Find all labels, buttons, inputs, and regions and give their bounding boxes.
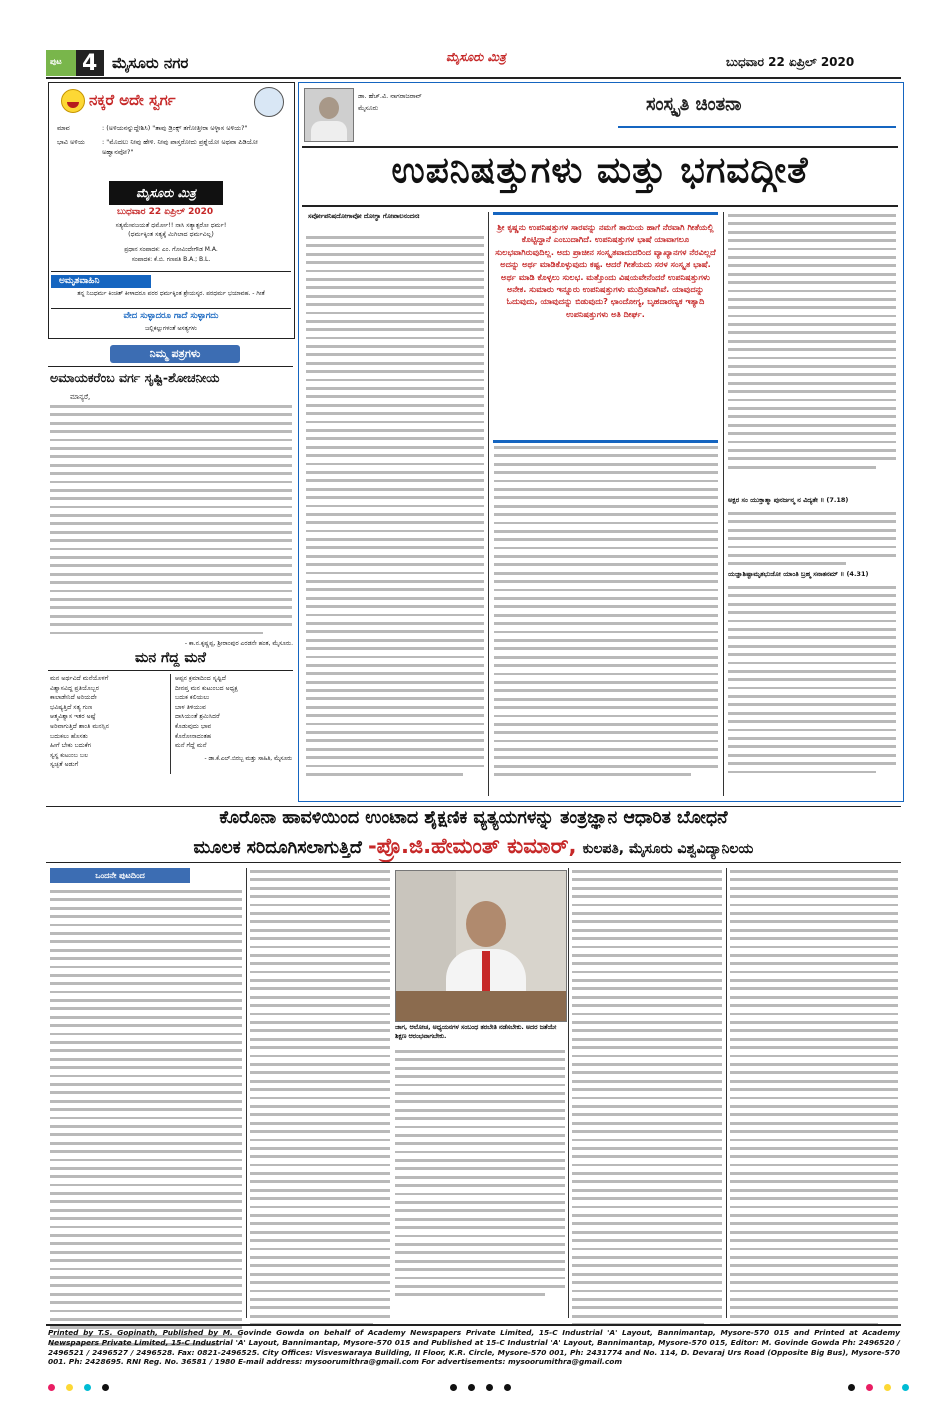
cyan-dot-icon — [902, 1384, 909, 1391]
poem-line: ಮನೆ ಗೆದ್ದೆ ಮನೆ — [175, 742, 207, 750]
poem-title: ಮನ ಗೆದ್ದ ಮನೆ — [135, 650, 206, 666]
masthead: ಮೈಸೂರು ಮಿತ್ರ — [446, 50, 506, 64]
headline-line2-text: ಮೂಲಕ ಸರಿದೂಗಿಸಲಾಗುತ್ತಿದೆ — [193, 838, 362, 858]
dialogue-line: : "ಮೊದಲು ನೀವು ಹೇಳಿ. ನೀವು ಪಾಸ್ತರೋದು ಪ್ರಶ್ನೆಯೋ ಅಥವಾ ಪಿಡಿಯೋ ಅಹ್ವಾನವೋ?" — [102, 138, 258, 156]
poem-line: ಸ್ವಸ್ಥ ಕುಟುಂಬ ಬಲ — [50, 751, 89, 759]
poem-line: ದಾಸಿಯಂತೆ ಶ್ರಮಿಸಿದರೆ — [175, 713, 220, 721]
poem-line: ಆಪ್ಪನ ಕ್ರಮಾದಿಂದ ಸೃಷ್ಟಿದೆ — [175, 675, 227, 682]
cartoon-icon — [254, 87, 284, 117]
interview-headline-line1: ಕೊರೊನಾ ಹಾವಳಿಯಿಂದ ಉಂಟಾದ ಶೈಕ್ಷಣಿಕ ವ್ಯತ್ಯಯಗಳನ್ನು ತಂತ್ರಜ್ಞಾನ ಆಧಾರಿತ ಬೋಧನೆ — [219, 808, 728, 828]
motto — [53, 221, 289, 239]
footer-rule — [46, 1324, 901, 1326]
quote-top: ಸರ್ವೋಪನಿಷದೋಗಾವೋ ದೋಗ್ಧಾ ಗೋಪಾಲನಂದನಃ — [308, 212, 420, 220]
poem-line: ಬದುಕ ಕಲಿಯಲು — [175, 694, 210, 702]
interview-photo-text — [395, 1050, 565, 1302]
humor-dialogue — [57, 123, 287, 157]
poem-line: ಆತ್ಮವಿಶ್ವಾಸ ಇತರ ಅಷ್ಟೆ — [50, 713, 96, 721]
poem-divider — [170, 674, 171, 774]
interview-col5-body — [730, 870, 898, 1331]
header-date: ಬುಧವಾರ 22 ಏಪ್ರಿಲ್ 2020 — [726, 55, 855, 69]
interview-col2-body — [250, 870, 390, 1331]
poem-line: ಅರಿವಾಗುತ್ತಿದೆ ಶಾಂತಿ ಮನಸ್ಸಿನ — [50, 722, 110, 730]
registration-dots-left — [48, 1376, 115, 1395]
letters-banner — [110, 345, 240, 363]
page-number: 4 — [82, 51, 98, 76]
feature-col3-body — [728, 214, 896, 474]
masthead-badge — [109, 181, 223, 205]
veda-text: ಜಲ್ಲಿಕಲ್ಲುಗಳಂತೆ ಅಸತ್ಯಗಳು — [145, 325, 197, 332]
laugh-emoji-icon — [61, 89, 85, 113]
headline-bottom-rule — [302, 205, 898, 207]
dialogue-speaker: ಮಾವ — [57, 124, 70, 132]
registration-dots-right — [848, 1376, 915, 1395]
interview-top-rule — [46, 806, 901, 807]
poem-line: ಬಾಳ ತಿಳಿಯುವ — [175, 703, 206, 711]
poem-right — [175, 674, 293, 751]
letter-salutation: ಮಾನ್ಯರೆ, — [70, 393, 91, 401]
poem-line: ಮನ ಅರ್ಥವಿದೆ ಮನೆಯೊಳಗೆ — [50, 675, 109, 682]
amruta-box — [51, 271, 291, 308]
poem-line: ಕೊಡುವುದು ಭಾವ — [175, 722, 212, 730]
continued-label-text: ಒಂದನೇ ಪುಟದಿಂದ — [95, 871, 145, 880]
feature-col2-body — [494, 446, 718, 782]
author-city: ಮೈಸೂರು — [358, 104, 379, 112]
interview-col-divider — [568, 868, 569, 1318]
poem-line: ಹೀಗೆ ಬೇಕು ಬದುಕೆಗ — [50, 742, 92, 750]
humor-box — [48, 82, 295, 339]
black-dot-icon — [450, 1384, 457, 1391]
interview-headline-line2 — [46, 834, 901, 859]
headline-title: ಕುಲಪತಿ, ಮೈಸೂರು ವಿಶ್ವವಿದ್ಯಾನಿಲಯ — [582, 841, 754, 857]
feature-col3-body-2 — [728, 512, 896, 571]
dialogue-speaker: ಭಾವಿ ಅಳಿಯ — [57, 138, 85, 146]
photo-caption: ಜಾಗ, ಆಲೋಚ, ಅಧ್ಯಯನಗಳ ಸಂಬಂಧ ತರಬೇತಿ ನಡೆಸಬೇಕು. ಅದರ ಜತೆಯೇ ಶಿಕ್ಷಣ ಆರಂಭವಾಗಬೇಕು. — [395, 1024, 557, 1040]
amruta-title: ಅಮೃತವಾಹಿನಿ — [59, 276, 100, 286]
poem-rule — [48, 670, 293, 671]
feature-callout — [493, 212, 718, 443]
interview-col-divider — [726, 868, 727, 1318]
black-dot-icon — [848, 1384, 855, 1391]
feature-col1-body — [306, 236, 484, 781]
column-banner — [618, 86, 896, 128]
black-dot-icon — [468, 1384, 475, 1391]
letter-signature: - ಕಾ.ನ.ಕೃಷ್ಣಪ್ಪ, ಶ್ರೀರಾಂಪುರ ಎರಡನೇ ಹಂತ, ಮೈಸೂರು. — [184, 640, 293, 647]
editor-line: ಪ್ರಧಾನ ಸಂಪಾದಕ: ಎಂ. ಗೋವಿಂದೇಗೌಡ M.A. — [124, 246, 218, 253]
letters-banner-text: ನಿಮ್ಮ ಪತ್ರಗಳು — [149, 347, 201, 360]
letters-rule — [48, 366, 293, 367]
interview-bottom-rule — [46, 862, 901, 863]
poem-line: ಸ್ವಚ್ಛತೆ ಅಡುಗೆ — [50, 761, 79, 769]
poem-left — [50, 674, 168, 770]
feature-col-divider — [488, 212, 489, 796]
author-photo — [304, 88, 354, 142]
magenta-dot-icon — [48, 1384, 55, 1391]
poem-line: ಕಾಲಾಡೇನಿದೆ ಅರಿಯದೇ — [50, 694, 97, 702]
column-title: ಸಂಸ್ಕೃತಿ ಚಿಂತನಾ — [646, 94, 742, 115]
author-name: ಡಾ. ಹೆಚ್.ವಿ. ನಾಗರಾಜರಾವ್ — [358, 92, 422, 100]
interview-col-divider — [246, 868, 247, 1318]
yellow-dot-icon — [66, 1384, 73, 1391]
section-title: ಮೈಸೂರು ನಗರ — [112, 54, 189, 72]
poem-line: ದೀನಪ್ತ ಮನ ಕುಟುಂಬದ ಅಧ್ಯಕ್ಷ — [175, 684, 238, 692]
founder-line: ಸಂಪಾದಕ: ಕೆ.ಬಿ. ಗಣಪತಿ B.A.; B.L. — [131, 256, 211, 263]
poem-line: ಕೊರೋನಾದಂತಹ — [175, 732, 212, 740]
magenta-dot-icon — [866, 1384, 873, 1391]
interview-col1-body — [50, 890, 242, 1351]
headline-name: -ಪ್ರೊ.ಜಿ.ಹೇಮಂತ್ ಕುಮಾರ್, — [367, 834, 577, 858]
interview-col4-body — [572, 870, 722, 1331]
poem-signature: - ಡಾ.ಕೆ.ಎಲ್.ಬಿರಬ್ಬ ಮತ್ತು ಸಾಹಿತಿ, ಮೈಸೂರು — [204, 756, 292, 762]
letter-body — [50, 405, 292, 640]
vc-photo — [395, 870, 567, 1022]
header-rule — [46, 77, 901, 79]
feature-col-divider — [723, 212, 724, 796]
footer-imprint: Printed by T.S. Gopinath, Published by M. Govinde Gowda on behalf of Academy Newspapers Private Limited, 15-C Industrial 'A' Layout, Bannimantap, Mysore-570 015 and Printed at Academy Newspapers Private Limited, 15-C Industrial 'A' Layout, Bannimantap, Mysore-570 015 and Published at 15-C Industrial 'A' Layout, Bannimantap, Mysore-570 015, Editor: M. Govinde Gowda Ph: 2496520 / 2496521 / 2496527 / 2496528. Fax: 0821-2496525. City Offices: Visveswaraya Building, II Floor, K.R. Circle, Mysore-570 001, Ph: 2431774 and No. 114, D. Devaraj Urs Road (Opposite Big Bus), Mysore-570 001. Ph: 2428695. RNI Reg. No. 36581 / 1980 E-mail address: mysoorumithra@gmail.com For advertisements: mysoorumithra@gmail.com — [48, 1328, 900, 1367]
shloka-2: ಯಜ್ಞಾಶಿಷ್ಟಾಮೃತಭುಜೋ ಯಾಂತಿ ಬ್ರಹ್ಮ ಸನಾತನಮ್ ॥ (4.31) — [728, 570, 869, 578]
motto-line: ಸತ್ಯಮೇವಜಯತೆ ಧರ್ಮೋ!! ನಾಸಿ ಸತ್ಯಾತ್ಪರೋ ಧರ್ಮ! — [115, 222, 227, 229]
motto-line: (ಧರ್ಮಕ್ಕಿಂತ ಸತ್ಯಕ್ಕೆ ಮಿಗಿಲಾದ ಧರ್ಮವಿಲ್ಲ) — [128, 231, 214, 238]
letter-headline: ಅಮಾಯಕರೆಂಬ ವರ್ಗ ಸೃಷ್ಟಿ-ಶೋಚನೀಯ — [50, 370, 220, 385]
black-dot-icon — [102, 1384, 109, 1391]
badge-text: ಮೈಸೂರು ಮಿತ್ರ — [136, 186, 196, 200]
callout-text: ಶ್ರೀ ಕೃಷ್ಣನು ಉಪನಿಷತ್ತುಗಳ ಸಾರವನ್ನು ನಮಗೆ ತಾಯಿಯ ಹಾಗೆ ನೆರವಾಗಿ ಗೀತೆಯಲ್ಲಿ ಕೊಟ್ಟಿದ್ದಾನೆ ಎಂಬುದಾಗಿದೆ. ಉಪನಿಷತ್ತುಗಳ ಭಾಷೆ ಯಾವಾಗಲೂ ಸುಲಭವಾಗಿರುವುದಿಲ್ಲ. ಅದು ಪ್ರಾಚೀನ ಸಂಸ್ಕೃತವಾದುದರಿಂದ ವ್ಯಾಖ್ಯಾನಗಳ ನೆರವಿಲ್ಲದೆ ಅದನ್ನು ಅರ್ಥ ಮಾಡಿಕೊಳ್ಳುವುದು ಕಷ್ಟ. ಆದರೆ ಗೀತೆಯದು ಸರಳ ಸಂಸ್ಕೃತ ಭಾಷೆ. ಅರ್ಥ ಮಾಡಿ ಕೊಳ್ಳಲು ಸುಲಭ. ಮತ್ತೊಂದು ವಿಷಯವೇನೆಂದರೆ ಉಪನಿಷತ್ತುಗಳು ಅನೇಕ. ಸುಮಾರು ಇನ್ನೂರು ಉಪನಿಷತ್ತುಗಳು ಮುದ್ರಿತವಾಗಿವೆ. ಯಾವುದನ್ನು ಓದುವುದು, ಯಾವುದನ್ನು ಬಿಡುವುದು? ಛಾಂದೋಗ್ಯ, ಬೃಹದಾರಣ್ಯಕ ಇತ್ಯಾದಿ ಉಪನಿಷತ್ತುಗಳು ಅತಿ ದೀರ್ಘ. — [495, 222, 716, 319]
amruta-text: ತನ್ನ ನಿಜಧರ್ಮ ಕಿಂಚಿತ್ ಕೀಳಾದರೂ ಪರರ ಧರ್ಮಕ್ಕಿಂತ ಶ್ರೇಯಸ್ಕರ. ಪರಧರ್ಮ ಭಯಾವಹ. - ಗೀತೆ — [77, 290, 265, 297]
headline-top-rule — [302, 146, 898, 148]
veda-title: ವೇದ ಸುಳ್ಳಾದರೂ ಗಾದೆ ಸುಳ್ಳಾಗದು — [123, 311, 219, 321]
feature-col3-body-3 — [728, 586, 896, 779]
page-header — [46, 50, 901, 76]
poem-line: ಭವಿಷ್ಯತ್ತಿದೆ ಸತ್ಯ ಗುಣ — [50, 703, 93, 711]
editors — [53, 245, 289, 265]
page-label: ಪುಟ — [50, 57, 62, 66]
poem-line: ವಿಶ್ವಾಸವಿದ್ದ ಪ್ರತಿಯೊಬ್ಬರ — [50, 684, 100, 692]
badge-date: ಬುಧವಾರ 22 ಏಪ್ರಿಲ್ 2020 — [117, 207, 214, 217]
veda-box — [51, 308, 291, 337]
continued-label — [50, 868, 190, 883]
poem-line: ಬದುಕಲು ಹೊಸತು — [50, 732, 88, 740]
feature-headline: ಉಪನಿಷತ್ತುಗಳು ಮತ್ತು ಭಗವದ್ಗೀತೆ — [391, 150, 809, 191]
humor-title: ನಕ್ಕರೆ ಅದೇ ಸ್ವರ್ಗ — [89, 91, 176, 109]
yellow-dot-icon — [884, 1384, 891, 1391]
registration-dots-center — [450, 1376, 517, 1395]
shloka-1: ಅಕ್ಷರ ಸಂ ಯುಕ್ತಾತ್ಮಾ ಪುನರ್ಜನ್ಮ ನ ವಿದ್ಯತೇ ॥ (7.18) — [728, 496, 849, 504]
dialogue-line: : (ಅಳಿಯನನ್ನುದ್ದೇಶಿಸಿ) "ತಾವು ಡ್ರಿಂಕ್ಸ್ ತಗೋತ್ತೀರಾ ಅಳ್ಳಾಸ ಅಳಿಯ?" — [102, 124, 248, 132]
cyan-dot-icon — [84, 1384, 91, 1391]
black-dot-icon — [504, 1384, 511, 1391]
black-dot-icon — [486, 1384, 493, 1391]
